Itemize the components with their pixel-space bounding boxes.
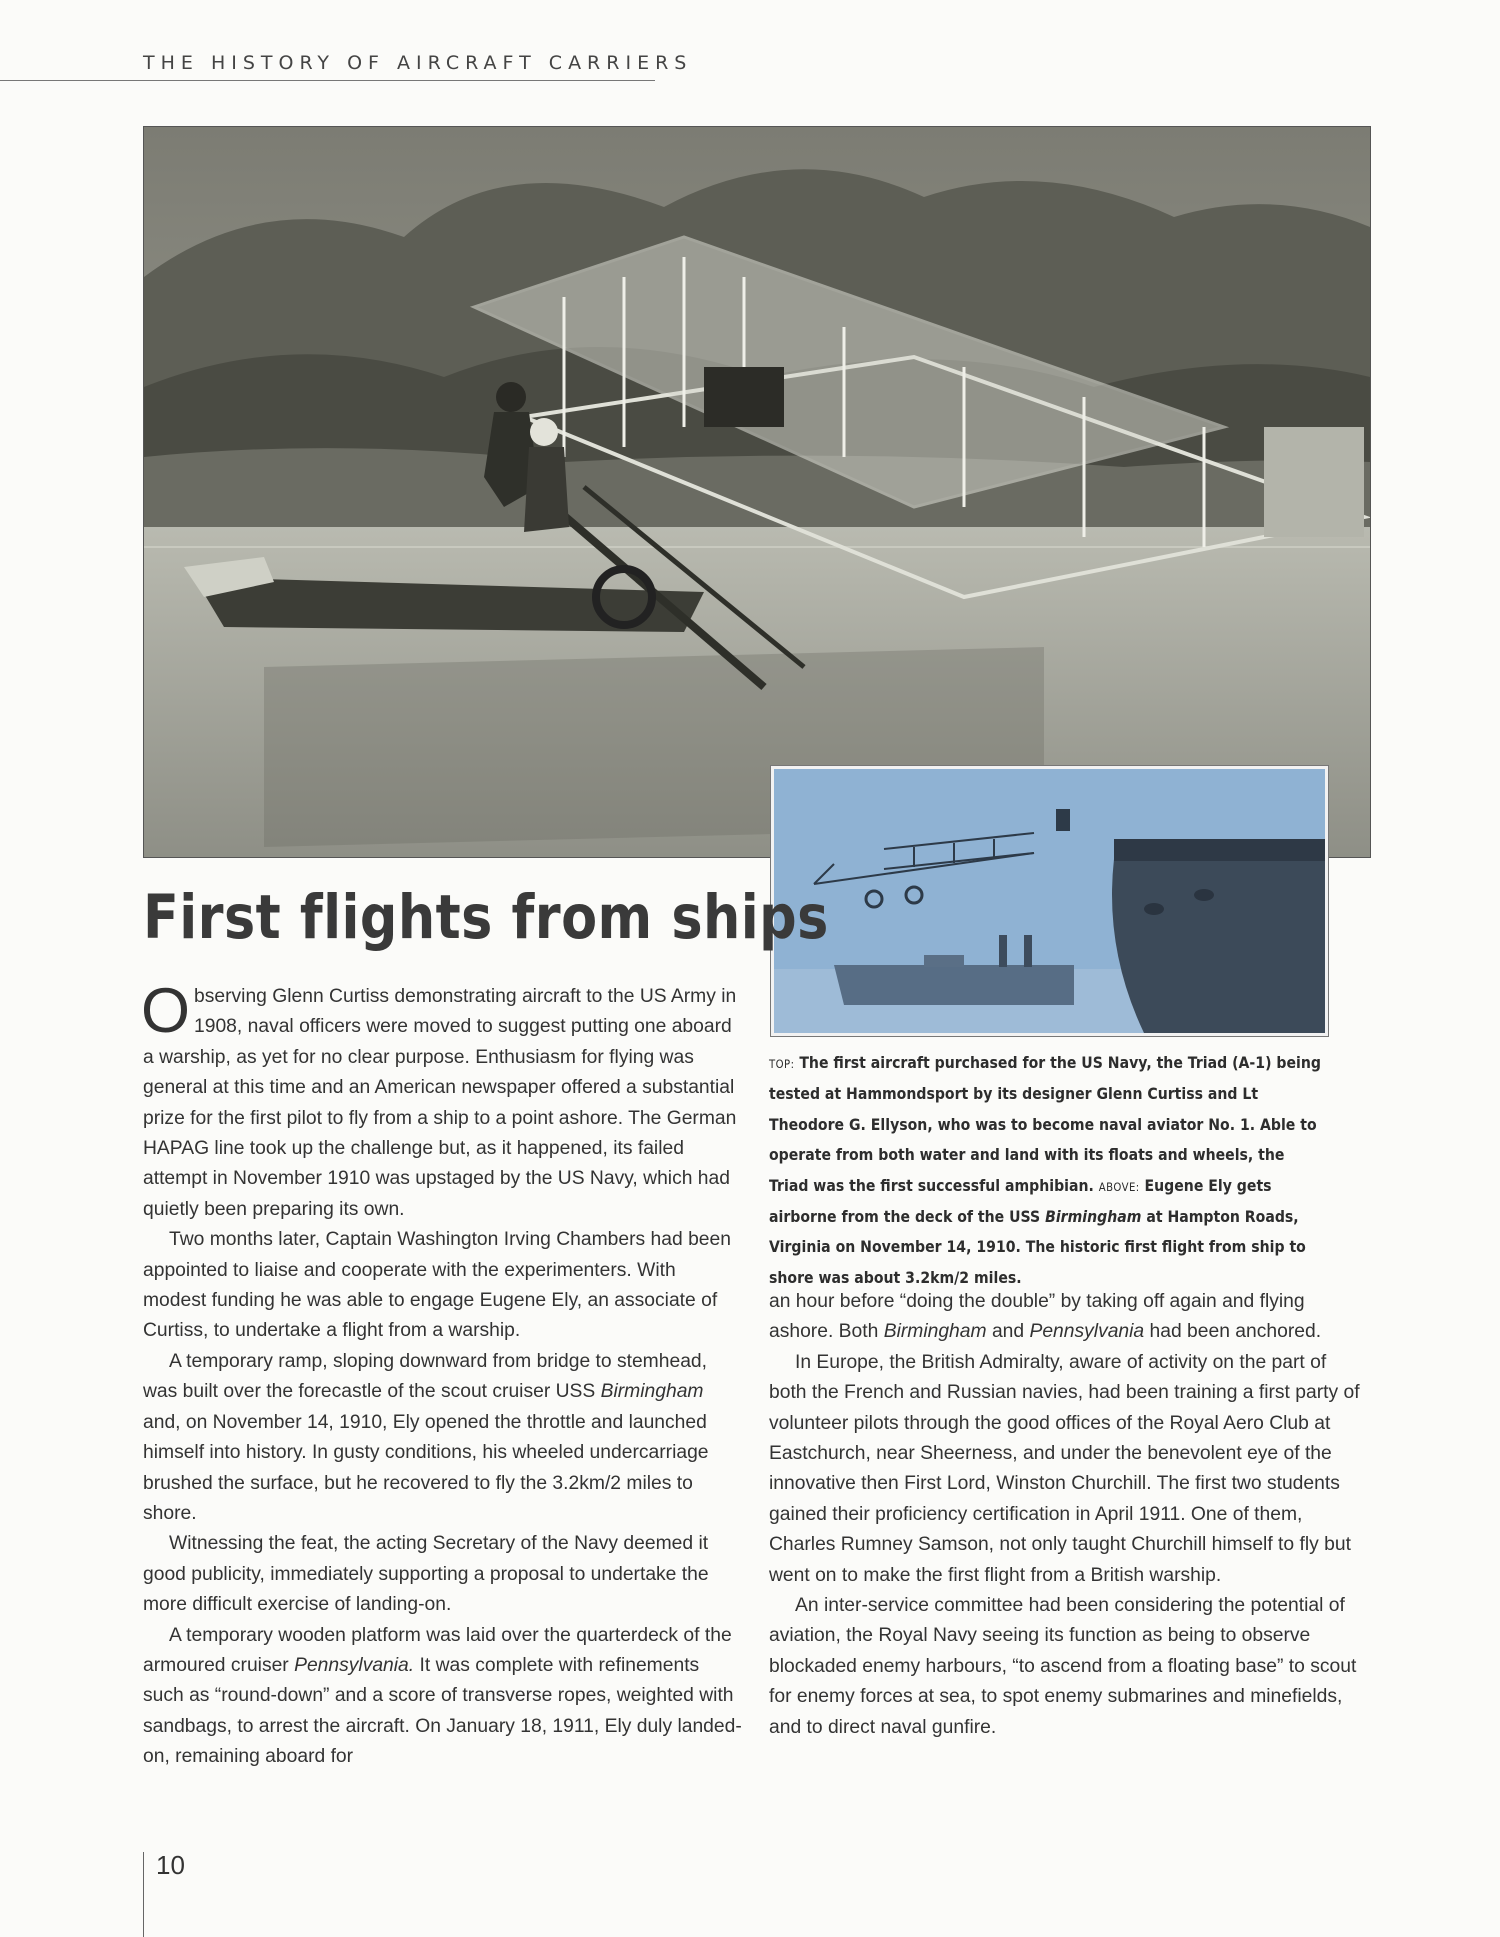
header-rule bbox=[0, 80, 655, 81]
body-column-left bbox=[141, 976, 743, 1773]
body-column-right bbox=[769, 1287, 1369, 1743]
paragraph-3: A temporary ramp, sloping downward from bridge to stemhead, was built over the forecastle of the scout cruiser USS Birmingham and, on November 14, 1910, Ely opened the throttle and launched himself into history. In gusty conditions, his wheeled undercarriage brushed the surface, but he recovered to fly the 3.2km/2 miles to shore. bbox=[143, 1350, 709, 1524]
top-photo bbox=[143, 126, 1371, 858]
page-number-rule bbox=[143, 1852, 144, 1937]
photo-caption: TOP: The first aircraft purchased for the US Navy, the Triad (A-1) being tested at Hammondsport by its designer Glenn Curtiss and Lt Theodore G. Ellyson, who was to become naval aviator No. 1. Able to operate from both water and land with its floats and wheels, the Triad was the first successful amphibian. ABOVE: Eugene Ely gets airborne from the deck of the USS Birmingham at Hampton Roads, Virginia on November 14, 1910. The historic first flight from ship to shore was about 3.2km/2 miles. bbox=[769, 1053, 1321, 1287]
page-number: 10 bbox=[156, 1850, 185, 1880]
inset-photo bbox=[771, 766, 1328, 1036]
caption-tag-above: ABOVE: bbox=[1098, 1179, 1140, 1194]
paragraph-5: A temporary wooden platform was laid over the quarterdeck of the armoured cruiser Pennsylvania. It was complete with refinements such as “round-down” and a score of transverse ropes, weighted with sandbags, to arrest the aircraft. On January 18, 1911, Ely duly landed-on, remaining aboard for bbox=[143, 1624, 742, 1768]
caption-tag-top: TOP: bbox=[769, 1057, 795, 1071]
paragraph-6: In Europe, the British Admiralty, aware of activity on the part of both the French and Russian navies, had been training a first party of volunteer pilots through the good offices of the Royal Aero Club at Eastchurch, near Sheerness, and under the benevolent eye of the innovative then First Lord, Winston Churchill. The first two students gained their proficiency certification in April 1911. One of them, Charles Rumney Samson, not only taught Churchill himself to fly but went on to make the first flight from a British warship. bbox=[769, 1351, 1360, 1586]
headline: First flights from ships bbox=[143, 882, 829, 953]
paragraph-1: Observing Glenn Curtiss demonstrating aircraft to the US Army in 1908, naval officers were moved to suggest putting one aboard a warship, as yet for no clear purpose. Enthusiasm for flying was general at this time and an American newspaper offered a substantial prize for the first pilot to fly from a ship to a point ashore. The German HAPAG line took up the challenge but, as it happened, its failed attempt in November 1910 was upstaged by the US Navy, which had quietly been preparing its own. bbox=[141, 976, 737, 1220]
paragraph-5-continued: an hour before “doing the double” by taking off again and flying ashore. Both Birmingham and Pennsylvania had been anchored. bbox=[769, 1291, 1322, 1343]
paragraph-4: Witnessing the feat, the acting Secretary of the Navy deemed it good publicity, immediately supporting a proposal to undertake the more difficult exercise of landing-on. bbox=[143, 1533, 709, 1616]
running-header: THE HISTORY OF AIRCRAFT CARRIERS bbox=[143, 52, 693, 74]
paragraph-7: An inter-service committee had been considering the potential of aviation, the Royal Navy seeing its function as being to observe blockaded enemy harbours, “to ascend from a floating base” to scout for enemy forces at sea, to spot enemy submarines and minefields, and to direct naval gunfire. bbox=[769, 1595, 1357, 1738]
paragraph-2: Two months later, Captain Washington Irving Chambers had been appointed to liaise and cooperate with the experimenters. With modest funding he was able to engage Eugene Ely, an associate of Curtiss, to undertake a flight from a warship. bbox=[143, 1229, 731, 1342]
drop-cap: O bbox=[141, 976, 191, 1046]
caption-top-text: The first aircraft purchased for the US Navy, the Triad (A-1) being tested at Hammondsport by its designer Glenn Curtiss and Lt Theodore G. Ellyson, who was to become naval aviator No. 1. Able to operate from both water and land with its floats and wheels, the Triad was the first successful amphibian. bbox=[769, 1053, 1321, 1195]
